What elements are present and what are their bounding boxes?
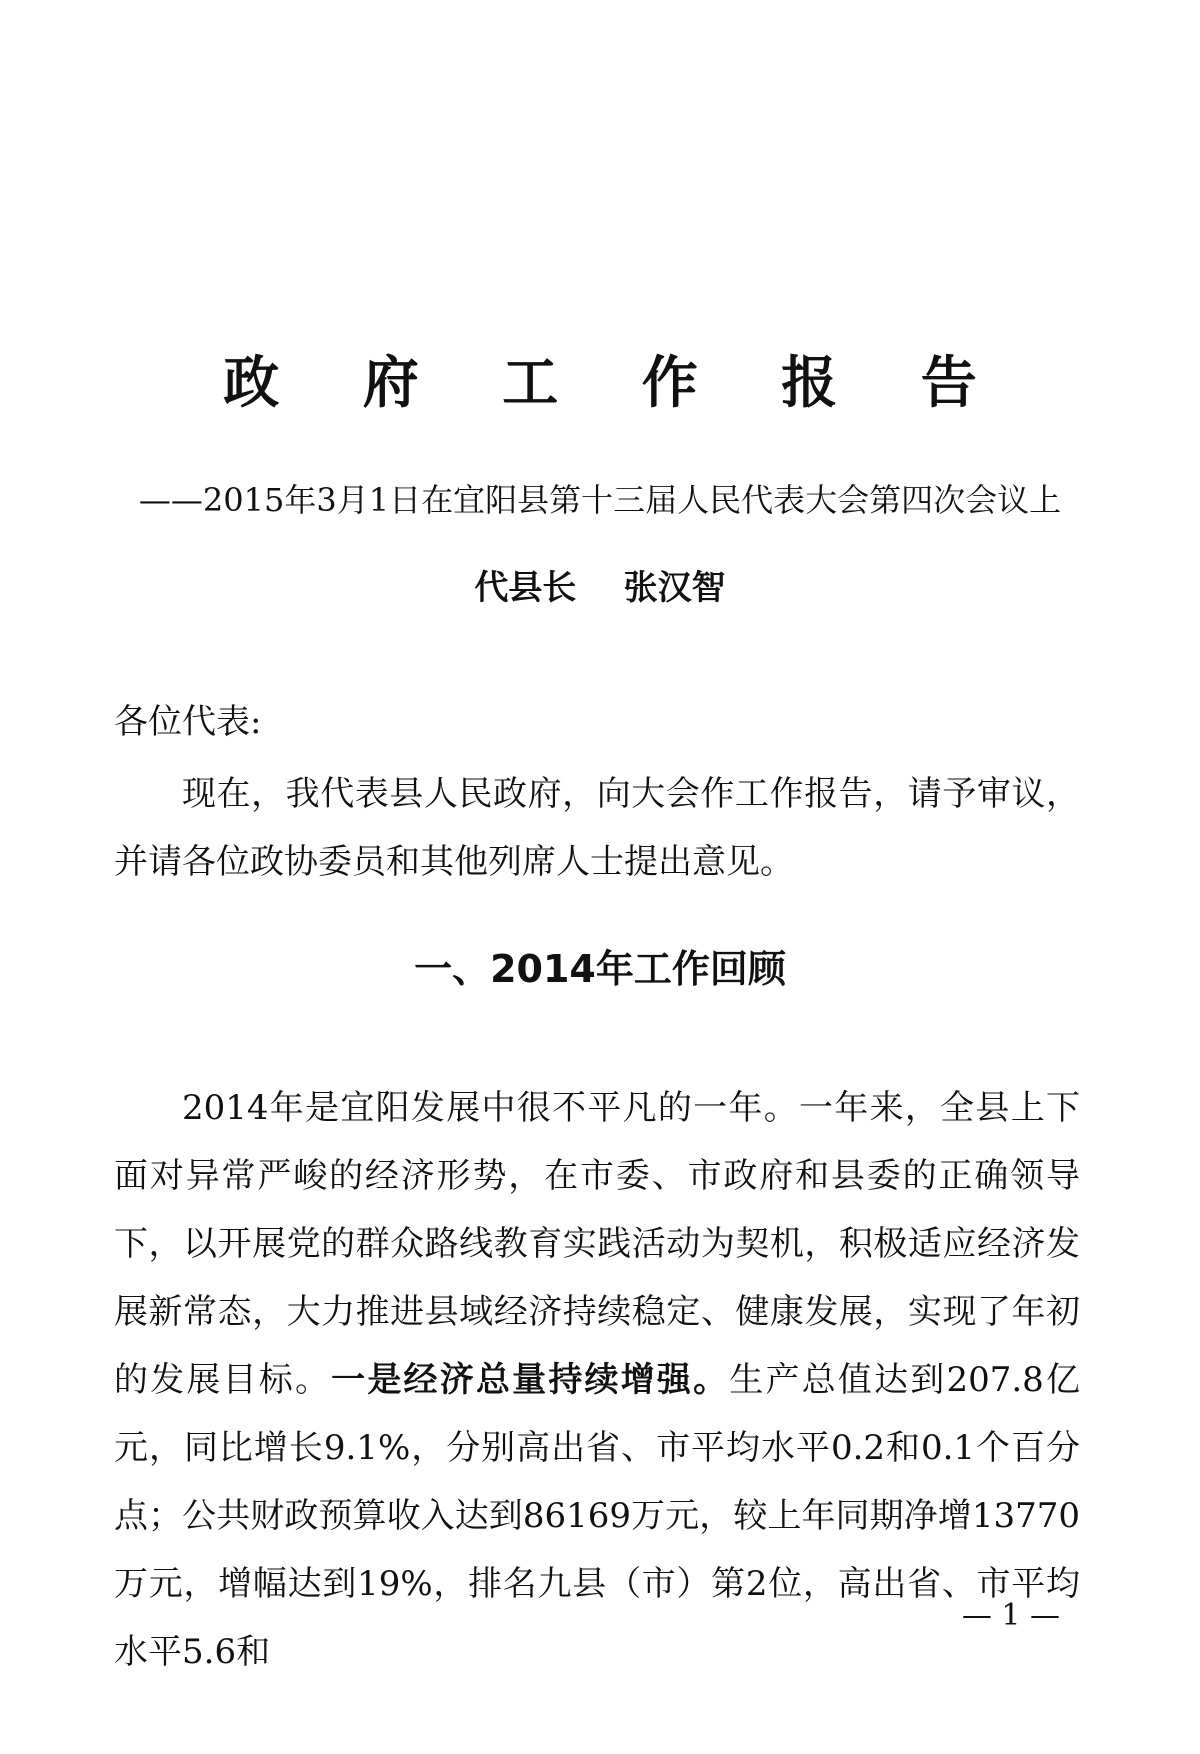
bold-phrase: 一是经济总量持续增强。 [331,1360,730,1400]
report-subtitle: ——2015年3月1日在宜阳县第十三届人民代表大会第四次会议上 [138,481,1062,519]
review-paragraph [114,1074,1080,1686]
section-heading: 一、2014年工作回顾 [414,947,786,991]
paragraph-text-start: 2014年是宜阳发展中很不平凡的一年。一年来，全县上下面对异常严峻的经济形势，在市委、市政府和县委的正确领导下，以开展党的群众路线教育实践活动为契机，积极适应经济发展新常态，大力推进县域经济持续稳定、健康发展，实现了年初的发展目标。 [114,1088,1080,1400]
paragraph-text-rest: 生产总值达到207.8亿元，同比增长9.1%，分别高出省、市平均水平0.2和0.1个百分点；公共财政预算收入达到86169万元，较上年同期净增13770万元，增幅达到19%，排名九县（市）第2位，高出省、市平均水平5.6和 [114,1360,1081,1672]
salutation: 各位代表: [114,702,262,742]
page-number: — 1 — [961,1598,1060,1633]
intro-paragraph: 现在，我代表县人民政府，向大会作工作报告，请予审议，并请各位政协委员和其他列席人士提出意见。 [114,774,1080,882]
speaker-line: 代县长 张汉智 [474,568,726,608]
report-title: 政 府 工 作 报 告 [223,351,1009,416]
